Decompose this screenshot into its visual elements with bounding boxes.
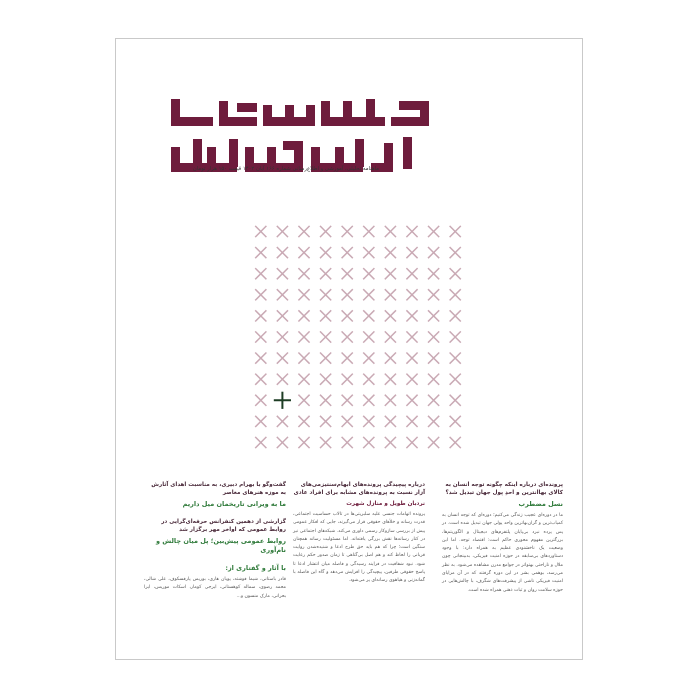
column-middle xyxy=(293,481,425,590)
cross-mark-icon xyxy=(428,331,439,342)
cross-mark-icon xyxy=(385,310,396,321)
cross-mark-icon xyxy=(450,395,461,406)
cross-mark-icon xyxy=(406,247,417,258)
cross-mark-icon xyxy=(342,268,353,279)
cross-mark-icon xyxy=(255,310,266,321)
cross-mark-icon xyxy=(363,353,374,364)
cross-mark-icon xyxy=(428,416,439,427)
cross-mark-icon xyxy=(385,247,396,258)
cross-mark-icon xyxy=(428,289,439,300)
cross-mark-icon xyxy=(428,268,439,279)
col1-heading: پرونده‌ای درباره اینکه چگونه توجه انسان به کالای بهاانترین و احدِ پول جهان تبدیل شد؟ xyxy=(445,482,563,496)
masthead-logo xyxy=(171,91,431,201)
cross-mark-icon xyxy=(428,353,439,364)
col3-item3-title: با آثار و گفتاری از: xyxy=(225,564,286,572)
cross-mark-icon xyxy=(320,331,331,342)
cross-mark-icon xyxy=(342,416,353,427)
issue-info: ماهنامه تحلیلی، آموزشی و اطلاع‌رسانی شماره ۱۶۶ آبان ۱۴۰۲ قیمت ۱۵۰ هزار تومان xyxy=(192,166,379,172)
col3-item1-heading: گفت‌وگو با بهرام دبیری، به مناسبت اهدای آثارش به موزه هنرهای معاصر xyxy=(151,482,286,496)
cross-mark-icon xyxy=(298,331,309,342)
cross-mark-icon xyxy=(298,310,309,321)
magazine-cover xyxy=(115,38,583,660)
cross-mark-icon xyxy=(450,331,461,342)
cross-mark-icon xyxy=(320,247,331,258)
cross-mark-icon xyxy=(255,395,266,406)
cross-mark-icon xyxy=(450,247,461,258)
cross-mark-icon xyxy=(298,437,309,448)
cross-mark-icon xyxy=(298,353,309,364)
cross-mark-icon xyxy=(385,353,396,364)
col3-item2-heading: گزارشی از دهمین کنفرانس حرفه‌ای‌گرایی در روابط عمومی که اواخر مهر برگزار شد xyxy=(161,519,286,533)
cross-mark-icon xyxy=(406,395,417,406)
cross-mark-icon xyxy=(428,437,439,448)
col1-subheading: نسل مضطرب xyxy=(518,500,563,508)
cross-mark-icon xyxy=(342,395,353,406)
cross-mark-icon xyxy=(450,289,461,300)
cross-mark-icon xyxy=(363,331,374,342)
col3-item3-body: قادر باستانی، شیما فوشته، پویان هاری، بوریس پارفسکوف، علی شالی، محمد رضوی، سماله کوهستانی، ایرجی کومار، اسکات موریس، ایرا بحرانی، مارک منسون و... xyxy=(144,577,286,599)
cross-mark-icon xyxy=(385,395,396,406)
cross-mark-icon xyxy=(320,226,331,237)
cross-mark-icon xyxy=(342,226,353,237)
plus-mark-icon xyxy=(274,392,291,409)
cross-mark-icon xyxy=(277,353,288,364)
cross-mark-icon xyxy=(450,416,461,427)
cross-mark-icon xyxy=(298,247,309,258)
cross-mark-icon xyxy=(406,226,417,237)
cross-mark-icon xyxy=(255,437,266,448)
cross-mark-icon xyxy=(277,310,288,321)
cross-mark-icon xyxy=(363,226,374,237)
cross-mark-icon xyxy=(255,289,266,300)
cross-mark-icon xyxy=(277,289,288,300)
cross-mark-icon xyxy=(363,374,374,385)
cross-mark-icon xyxy=(277,331,288,342)
cross-mark-icon xyxy=(428,310,439,321)
cross-mark-icon xyxy=(277,268,288,279)
cross-mark-icon xyxy=(450,310,461,321)
column-left xyxy=(144,481,286,605)
cross-mark-icon xyxy=(406,268,417,279)
cross-mark-icon xyxy=(255,247,266,258)
cross-mark-icon xyxy=(406,374,417,385)
cross-mark-icon xyxy=(320,437,331,448)
cross-mark-icon xyxy=(277,416,288,427)
col2-subheading: نردبان طویل و منازل شهرت xyxy=(346,501,425,507)
cross-mark-icon xyxy=(277,437,288,448)
cross-mark-icon xyxy=(428,395,439,406)
cross-mark-icon xyxy=(277,247,288,258)
cross-mark-icon xyxy=(428,374,439,385)
cross-mark-icon xyxy=(450,226,461,237)
col3-item2-title: روابط عمومی پیش‌بین؛ پل میان چالش و نام‌آوری xyxy=(156,537,286,554)
cross-mark-icon xyxy=(298,395,309,406)
cross-mark-icon xyxy=(320,416,331,427)
cross-mark-icon xyxy=(363,268,374,279)
cross-pattern xyxy=(250,221,466,453)
cross-mark-icon xyxy=(298,416,309,427)
cross-mark-icon xyxy=(255,331,266,342)
cross-mark-icon xyxy=(320,395,331,406)
cross-mark-icon xyxy=(320,310,331,321)
cross-mark-icon xyxy=(385,289,396,300)
cross-mark-icon xyxy=(342,437,353,448)
cross-mark-icon xyxy=(298,374,309,385)
cross-mark-icon xyxy=(298,226,309,237)
cross-mark-icon xyxy=(363,310,374,321)
cross-mark-icon xyxy=(298,268,309,279)
cross-mark-icon xyxy=(255,268,266,279)
cross-mark-icon xyxy=(342,247,353,258)
col2-body: پرونده اتهامات جنسی علیه سلبریتی‌ها در تالاب حساسیت اجتماعی، قدرت رسانه و خلأهای حقوقی قرار می‌گیرند، جایی که افکار عمومی پیش از بررسی سازوکار رسمی داوری می‌کند. شبکه‌های اجتماعی نیز در کنار رسانه‌ها نقش بزرگی یافته‌اند. اما مسئولیت رسانه همچنان سنگین است؛ چرا که هم باید حق طرح ادعا و شنیده‌شدن روایت قربانی را لحاظ کند و هم اصل بی‌گناهی تا زمان صدور حکم رعایت شود. نبود شفافیت در فرایند رسیدگی و فاصله میان انتشار ادعا تا پاسخ حقوقی طرفین، پیچیدگی را افزایش می‌دهد و گاه این فاصله با گمانه‌زنی و هیاهوی رسانه‌ای پر می‌شود. xyxy=(293,512,425,584)
cross-mark-icon xyxy=(320,289,331,300)
cross-mark-icon xyxy=(406,353,417,364)
cross-mark-icon xyxy=(450,353,461,364)
cross-mark-icon xyxy=(406,331,417,342)
cross-mark-icon xyxy=(406,310,417,321)
cross-mark-icon xyxy=(277,226,288,237)
cross-mark-icon xyxy=(320,353,331,364)
cross-mark-icon xyxy=(255,416,266,427)
cross-mark-icon xyxy=(363,395,374,406)
col3-item1-title: ما به ویرانی تاریخمان میل داریم xyxy=(182,500,286,508)
cross-mark-icon xyxy=(255,226,266,237)
cross-mark-icon xyxy=(385,268,396,279)
cross-mark-icon xyxy=(450,268,461,279)
cross-mark-icon xyxy=(342,331,353,342)
cross-mark-icon xyxy=(320,374,331,385)
column-right xyxy=(442,481,563,599)
cross-mark-icon xyxy=(342,310,353,321)
cross-mark-icon xyxy=(428,226,439,237)
cross-mark-icon xyxy=(385,331,396,342)
cross-mark-icon xyxy=(298,289,309,300)
cross-mark-icon xyxy=(385,416,396,427)
cross-mark-icon xyxy=(342,374,353,385)
cross-mark-icon xyxy=(363,289,374,300)
cross-mark-icon xyxy=(342,353,353,364)
cross-mark-icon xyxy=(385,374,396,385)
cross-mark-icon xyxy=(363,247,374,258)
cross-mark-icon xyxy=(277,374,288,385)
cross-mark-icon xyxy=(428,247,439,258)
col1-body: ما در دوره‌ای عجیب زندگی می‌کنیم؛ دوره‌ای که توجه انسان به کمیاب‌ترین و گران‌بهاترین واحد پولی جهان تبدیل شده است. در پس پرده نبرد بی‌پایان پلتفرم‌های دیجیتال و الگوریتم‌ها، بزرگترین مفهوم محوری حاکم است: اقتصاد توجه. اما این وضعیت یک ناخشنودی عظیم به همراه دارد: با وجود دستاوردهای بی‌سابقه در حوزه امنیت فیزیکی، بدبینجانی چون ملال و ناراحتی بهتواتر در جوامع مدرن مشاهده می‌شود. به نظر می‌رسد، بوهمی بشر در این دوره گرفتند که در آن مزایای امنیت فیزیکی ناشی از پیشرفت‌های شگرف، با چالش‌هایی در حوزه سلامت روان و ثبات ذهنی همراه شده است. xyxy=(442,513,563,593)
cross-mark-icon xyxy=(363,416,374,427)
cross-mark-icon xyxy=(363,437,374,448)
cross-mark-icon xyxy=(385,437,396,448)
cross-mark-icon xyxy=(385,226,396,237)
cross-mark-icon xyxy=(406,289,417,300)
cross-mark-icon xyxy=(450,374,461,385)
col2-heading: درباره پیچیدگی پرونده‌های ابهام‌سنتیزمی‌های آزار نسبت به پرونده‌های مشابه برای افراد عادی xyxy=(293,482,425,496)
cross-mark-icon xyxy=(406,437,417,448)
cross-mark-icon xyxy=(320,268,331,279)
cross-mark-icon xyxy=(450,437,461,448)
cross-mark-icon xyxy=(342,289,353,300)
cross-mark-icon xyxy=(255,374,266,385)
cross-mark-icon xyxy=(255,353,266,364)
cross-mark-icon xyxy=(406,416,417,427)
